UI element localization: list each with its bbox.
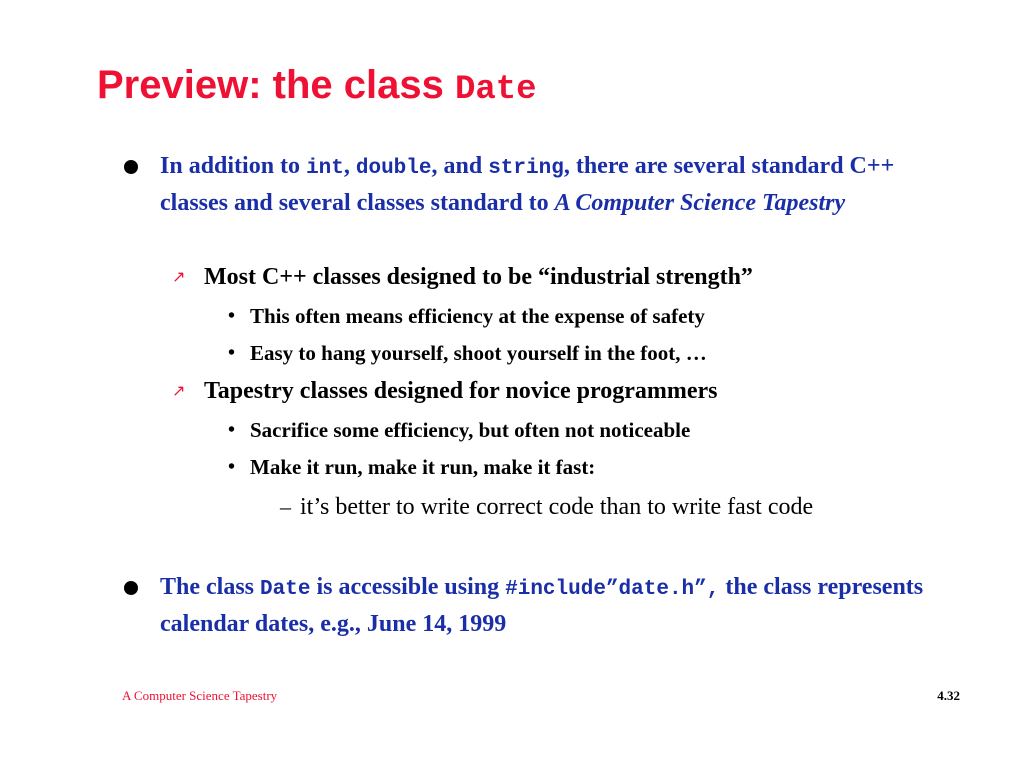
code-int: int [306,157,344,180]
bullet-dot [124,581,138,595]
sub-sub-bullet: This often means efficiency at the expense of safety [250,304,705,328]
bullet-date-text: The class [160,574,261,600]
footer-book-title: A Computer Science Tapestry [122,688,278,703]
slide-title-text: Preview: the class [97,63,455,107]
detail-line: it’s better to write correct code than to write fast code [300,494,814,520]
sub-bullet-industrial: Most C++ classes designed to be “industrial strength” [204,264,753,290]
bullet-date-text: is accessible using [310,574,506,600]
code-double: double [355,157,432,180]
code-include: #include”date.h”, [505,578,720,601]
bullet-intro-text: , and [431,153,489,179]
bullet-intro-text: , there are several standard C++ classes and several classes standard to [160,153,895,216]
sub-sub-bullet: Make it run, make it run, make it fast: [250,455,596,479]
sub-sub-bullet: Sacrifice some efficiency, but often not noticeable [250,418,691,442]
small-bullet-icon: • [228,342,236,364]
code-string: string [488,157,564,180]
slide-number: 4.32 [937,688,960,703]
sub-sub-bullet: Easy to hang yourself, shoot yourself in the foot, … [250,341,707,365]
bullet-intro-text: In addition to [160,153,307,179]
bullet-date-class [160,570,950,641]
small-bullet-icon: • [228,419,236,441]
small-bullet-icon: • [228,456,236,478]
bullet-date-text: the class represents calendar dates, e.g., June 14, 1999 [160,574,924,637]
arrow-bullet-icon: ↗ [172,267,186,286]
book-title: A Computer Science Tapestry [554,190,846,216]
small-bullet-icon: • [228,305,236,327]
slide-title-code: Date [454,71,537,109]
sub-bullet-tapestry: Tapestry classes designed for novice programmers [204,378,718,404]
slide-title [97,60,537,115]
dash-bullet-icon: – [280,494,291,519]
bullet-dot [124,160,138,174]
bullet-intro-text: , [343,153,356,179]
arrow-bullet-icon: ↗ [172,381,186,400]
bullet-intro [160,149,950,220]
code-date: Date [260,578,311,601]
